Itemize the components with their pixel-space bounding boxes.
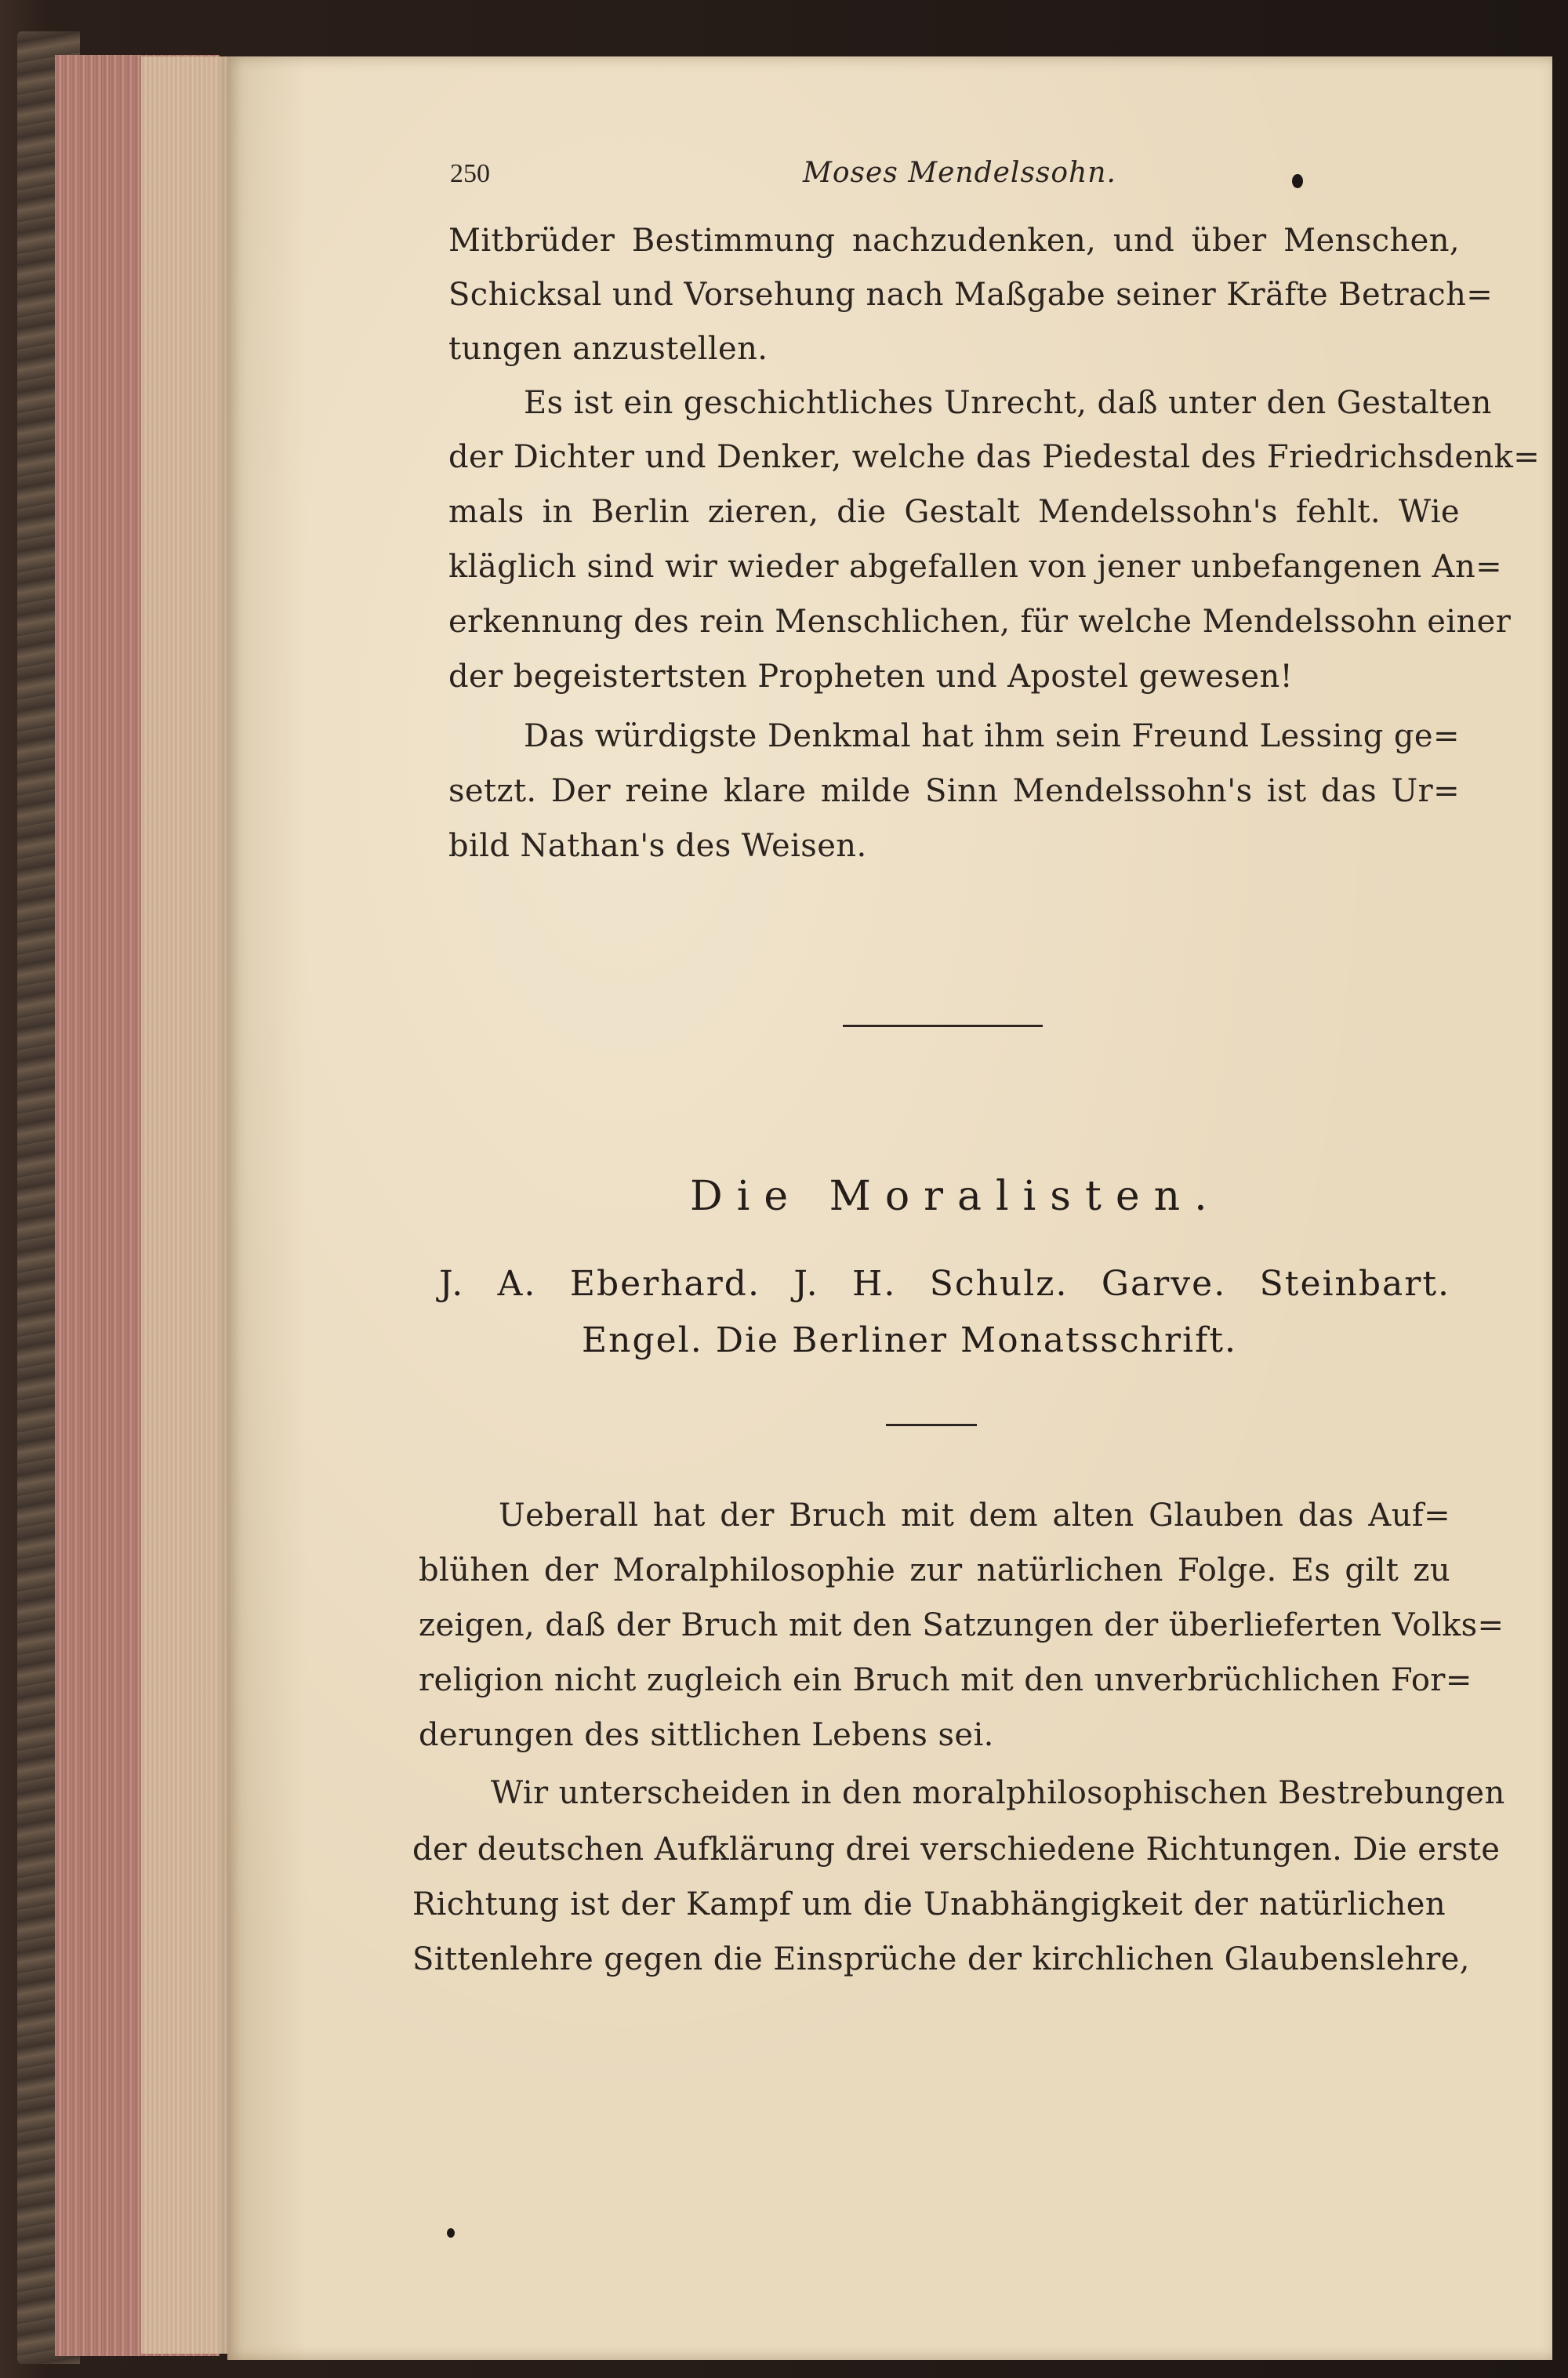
section-subtitle-line-1: J. A. Eberhard. J. H. Schulz. Garve. Steinbart. — [439, 1264, 1450, 1304]
paragraph-4-line-2: blühen der Moralphilosophie zur natürlichen Folge. Es gilt zu — [419, 1552, 1450, 1588]
paragraph-4-line-1: Ueberall hat der Bruch mit dem alten Glauben das Auf= — [499, 1498, 1450, 1534]
paragraph-4-line-4: religion nicht zugleich ein Bruch mit den unverbrüchlichen For= — [419, 1662, 1472, 1698]
paragraph-4-line-5: derungen des sittlichen Lebens sei. — [419, 1717, 994, 1753]
paragraph-1-line-2: Schicksal und Vorsehung nach Maßgabe seiner Kräfte Betrach= — [448, 277, 1494, 313]
paragraph-5-line-4: Sittenlehre gegen die Einsprüche der kirchlichen Glaubenslehre, — [412, 1941, 1470, 1977]
section-divider — [843, 1025, 1043, 1027]
ink-spot-icon — [1292, 174, 1303, 188]
paragraph-2-line-5: erkennung des rein Menschlichen, für welche Mendelssohn einer — [448, 604, 1512, 640]
paragraph-5-line-1: Wir unterscheiden in den moralphilosophischen Bestrebungen — [491, 1775, 1505, 1811]
paragraph-3-line-1: Das würdigste Denkmal hat ihm sein Freund Lessing ge= — [524, 718, 1460, 754]
paragraph-5-line-3: Richtung ist der Kampf um die Unabhängigkeit der natürlichen — [412, 1886, 1446, 1922]
section-subtitle-line-2: Engel. Die Berliner Monatsschrift. — [582, 1320, 1238, 1360]
subtitle-divider — [886, 1424, 977, 1426]
paragraph-3-line-2: setzt. Der reine klare milde Sinn Mendelssohn's ist das Ur= — [448, 773, 1460, 809]
ink-speck-icon — [447, 2228, 455, 2238]
paragraph-2-line-3: mals in Berlin zieren, die Gestalt Mendelssohn's fehlt. Wie — [448, 494, 1460, 530]
paragraph-4-line-3: zeigen, daß der Bruch mit den Satzungen der überlieferten Volks= — [419, 1607, 1504, 1643]
paragraph-2-line-2: der Dichter und Denker, welche das Piedestal des Friedrichsdenk= — [448, 439, 1541, 475]
paragraph-3-line-3: bild Nathan's des Weisen. — [448, 828, 867, 864]
paragraph-2-line-1: Es ist ein geschichtliches Unrecht, daß unter den Gestalten — [524, 385, 1492, 421]
paragraph-2-line-4: kläglich sind wir wieder abgefallen von jener unbefangenen An= — [448, 549, 1503, 585]
running-title: Moses Mendelssohn. — [803, 157, 1116, 189]
paragraph-5-line-2: der deutschen Aufklärung drei verschiedene Richtungen. Die erste — [412, 1832, 1501, 1868]
section-title: Die Moralisten. — [690, 1173, 1221, 1220]
paragraph-1-line-1: Mitbrüder Bestimmung nachzudenken, und über Menschen, — [448, 223, 1460, 259]
paragraph-1-line-3: tungen anzustellen. — [448, 331, 768, 367]
page-number: 250 — [450, 159, 490, 188]
paragraph-2-line-6: der begeistertsten Propheten und Apostel gewesen! — [448, 659, 1294, 695]
